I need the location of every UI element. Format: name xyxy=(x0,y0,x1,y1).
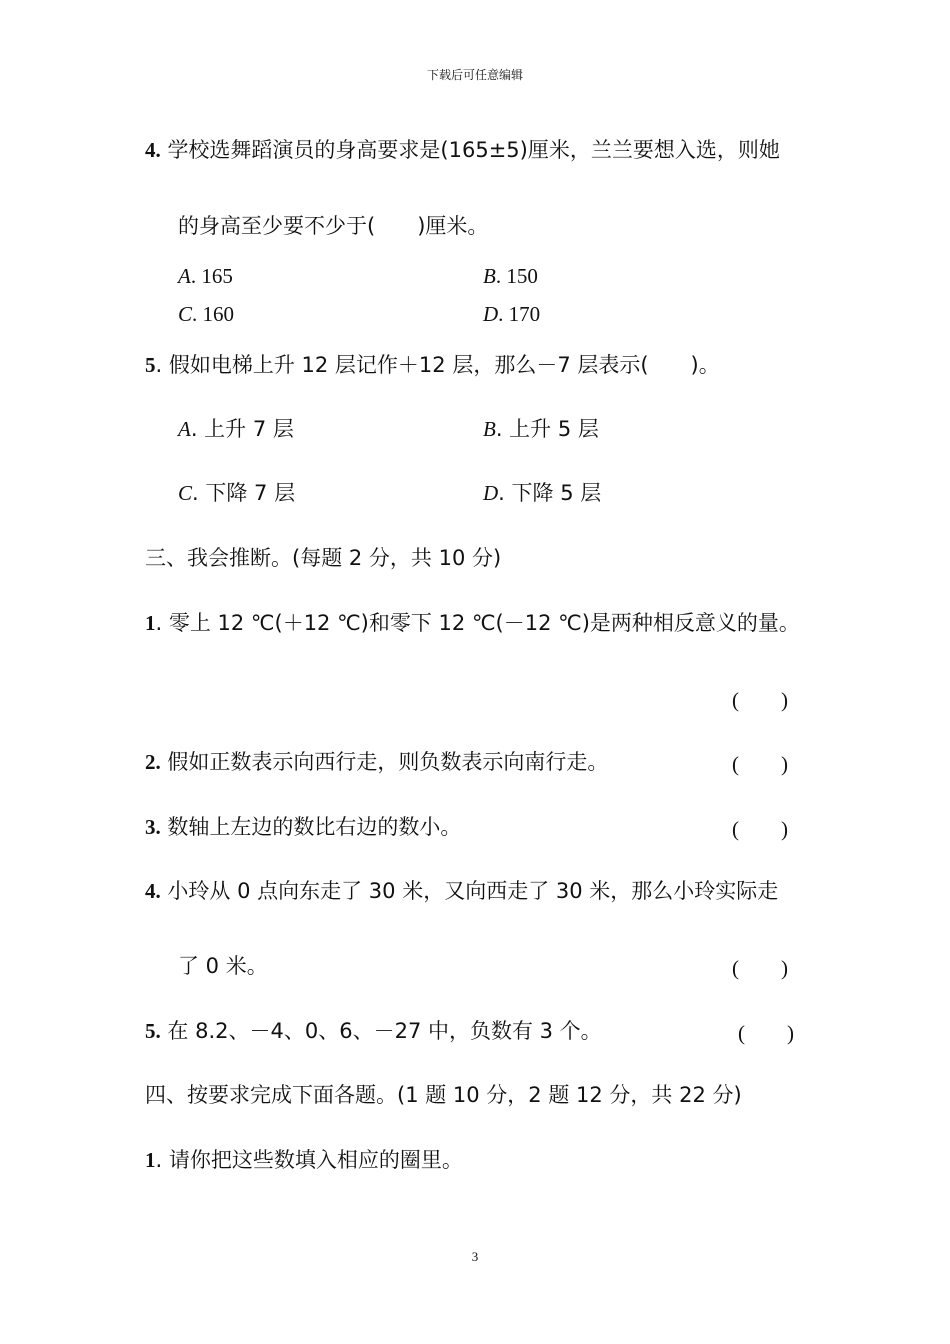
judge-item-1 xyxy=(145,609,800,637)
item-text: 假如正数表示向西行走，则负数表示向南行走。 xyxy=(160,750,609,774)
question-text: . 假如电梯上升 12 层记作＋12 层，那么－7 层表示( )。 xyxy=(155,353,720,377)
section-3-title: 三、我会推断。(每题 2 分，共 10 分) xyxy=(145,546,502,570)
answer-blank[interactable]: ( ) xyxy=(732,956,788,980)
question-4-continuation: 的身高至少要不少于( )厘米。 xyxy=(178,214,489,238)
option-b: B. 上升 5 层 xyxy=(483,417,599,441)
judge-item-4 xyxy=(145,877,778,905)
option-c: C. 160 xyxy=(178,302,235,326)
item-number: 1 xyxy=(145,611,156,635)
section-4-item-1 xyxy=(145,1146,463,1174)
page-number: 3 xyxy=(471,1249,479,1264)
section-4-title: 四、按要求完成下面各题。(1 题 10 分，2 题 12 分，共 22 分) xyxy=(145,1083,742,1107)
question-5 xyxy=(145,351,720,379)
answer-blank[interactable]: ( ) xyxy=(732,752,788,776)
item-text: 在 8.2、－4、0、6、－27 中，负数有 3 个。 xyxy=(160,1019,602,1043)
item-text: 数轴上左边的数比右边的数小。 xyxy=(160,815,462,839)
item-number: 3. xyxy=(145,815,161,839)
item-text: 小玲从 0 点向东走了 30 米，又向西走了 30 米，那么小玲实际走 xyxy=(160,879,779,903)
option-d: D. 170 xyxy=(483,302,541,326)
option-b: B. 150 xyxy=(483,264,538,288)
option-c: C. 下降 7 层 xyxy=(178,481,296,505)
question-4 xyxy=(145,136,780,164)
page-header: 下载后可任意编辑 xyxy=(426,68,523,82)
option-a: A. 上升 7 层 xyxy=(178,417,294,441)
item-number: 2. xyxy=(145,750,161,774)
option-d: D. 下降 5 层 xyxy=(483,481,602,505)
item-text: . 零上 12 ℃(＋12 ℃)和零下 12 ℃(－12 ℃)是两种相反意义的量。 xyxy=(155,611,800,635)
item-number: 1 xyxy=(145,1148,156,1172)
option-a: A. 165 xyxy=(178,264,233,288)
question-text: 学校选舞蹈演员的身高要求是(165±5)厘米，兰兰要想入选，则她 xyxy=(167,138,780,162)
answer-blank[interactable]: ( ) xyxy=(732,817,788,841)
item-text: . 请你把这些数填入相应的圈里。 xyxy=(155,1148,463,1172)
judge-item-2 xyxy=(145,748,608,776)
judge-item-4-continuation: 了 0 米。 xyxy=(178,954,268,978)
judge-item-3 xyxy=(145,813,461,841)
answer-blank[interactable]: ( ) xyxy=(732,688,788,712)
question-number: 5 xyxy=(145,353,156,377)
item-number: 4. xyxy=(145,879,161,903)
judge-item-5 xyxy=(145,1017,602,1045)
question-number: 4. xyxy=(145,138,161,162)
answer-blank[interactable]: ( ) xyxy=(738,1021,794,1045)
item-number: 5. xyxy=(145,1019,161,1043)
